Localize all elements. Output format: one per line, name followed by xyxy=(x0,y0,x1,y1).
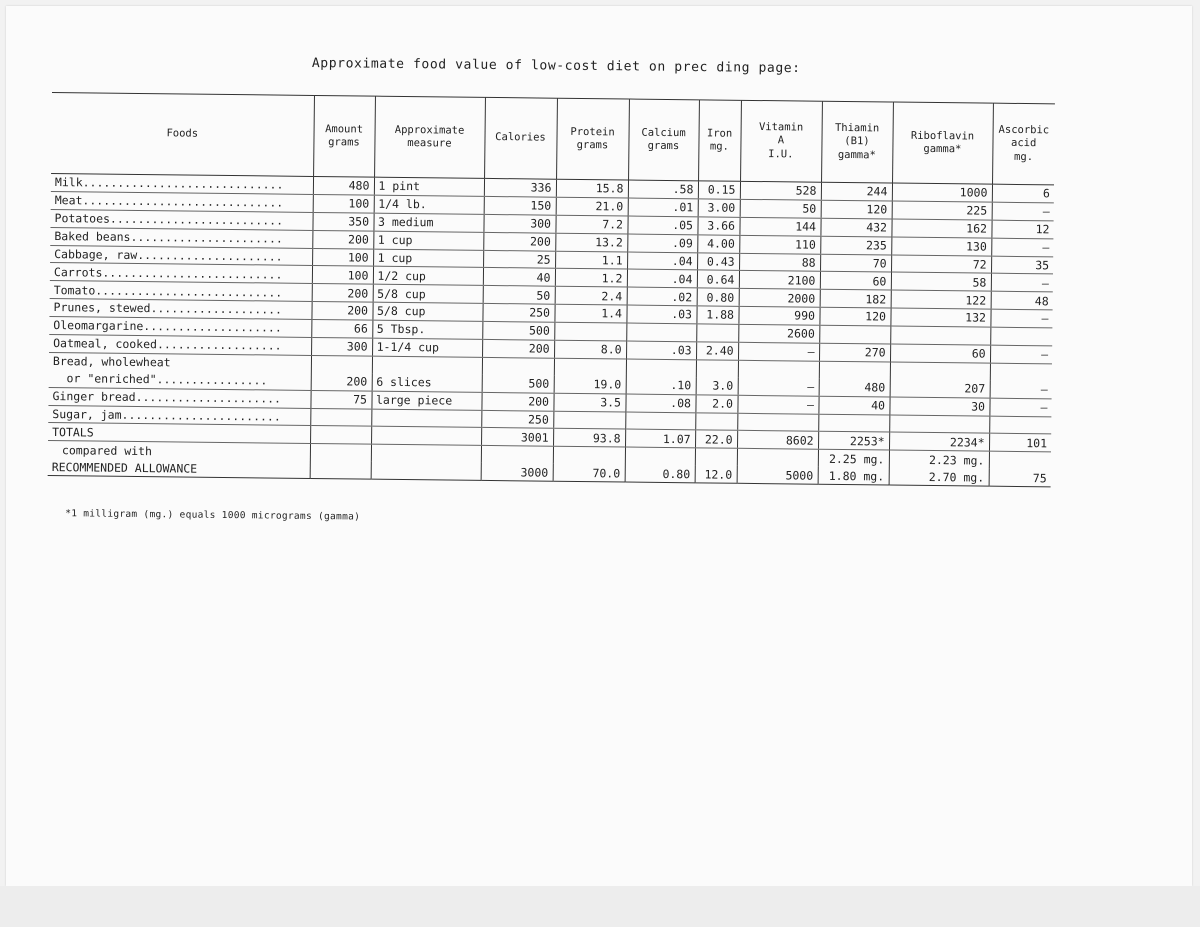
col-header-ascorbic: Ascorbic acid mg. xyxy=(992,103,1055,185)
table-header-row xyxy=(51,92,1055,184)
vitamin-a-cell: 990 xyxy=(738,307,819,326)
food-name: Baked beans...................... xyxy=(50,227,312,248)
empty-cell xyxy=(481,446,553,464)
totals-calcium: 1.07 xyxy=(625,429,695,448)
riboflavin-cell: 162 xyxy=(891,219,991,238)
calories-cell: 40 xyxy=(483,268,555,287)
amount-cell: 200 xyxy=(311,302,372,321)
thiamin-mg-equivalent: 2.25 mg. xyxy=(818,450,889,468)
protein-cell: 1.1 xyxy=(555,251,627,270)
empty-cell xyxy=(371,445,481,464)
food-name: Oatmeal, cooked.................. xyxy=(49,335,311,356)
ascorbic-cell xyxy=(989,416,1051,435)
iron-cell: 2.40 xyxy=(696,342,738,360)
thiamin-cell: 480 xyxy=(819,379,890,397)
food-name: Tomato........................... xyxy=(50,281,312,302)
riboflavin-cell: 132 xyxy=(890,308,990,327)
amount-cell: 75 xyxy=(310,390,371,409)
protein-cell: 13.2 xyxy=(555,233,627,252)
col-header-foods: Foods xyxy=(166,127,199,141)
measure-cell: 1-1/4 cup xyxy=(372,338,482,357)
col-header-calories: Calories xyxy=(484,97,557,179)
empty-cell xyxy=(695,448,737,466)
riboflavin-cell xyxy=(889,415,989,434)
thiamin-cell xyxy=(818,414,889,433)
thiamin-cell: 182 xyxy=(820,290,891,309)
food-name: Oleomargarine.................... xyxy=(49,317,311,338)
food-name: Sugar, jam....................... xyxy=(48,405,310,426)
food-name: Meat............................. xyxy=(51,191,313,212)
calcium-cell: .01 xyxy=(628,198,698,217)
protein-cell xyxy=(554,322,626,341)
calories-cell: 150 xyxy=(484,196,556,215)
totals-calories: 3001 xyxy=(481,428,553,447)
measure-cell xyxy=(372,356,482,375)
iron-cell: 3.0 xyxy=(696,377,738,395)
calories-cell: 336 xyxy=(484,178,556,197)
protein-cell: 7.2 xyxy=(555,215,627,234)
vitamin-a-cell: 50 xyxy=(740,199,821,218)
vitamin-a-cell: 528 xyxy=(740,181,821,200)
compared-label: compared with xyxy=(61,442,153,458)
totals-iron: 22.0 xyxy=(695,430,737,448)
allowance-protein: 70.0 xyxy=(553,464,625,482)
vitamin-a-cell: — xyxy=(738,342,819,361)
thiamin-cell: 244 xyxy=(821,182,892,201)
calcium-cell: .05 xyxy=(627,216,697,235)
amount-cell: 200 xyxy=(311,373,372,391)
amount-cell: 480 xyxy=(313,176,374,195)
calcium-cell xyxy=(626,359,696,377)
nutrition-table-container xyxy=(48,92,1055,523)
thiamin-cell: 235 xyxy=(820,236,891,255)
protein-cell: 21.0 xyxy=(556,197,628,216)
protein-cell: 1.2 xyxy=(555,269,627,288)
riboflavin-cell xyxy=(890,326,990,345)
iron-cell: 0.64 xyxy=(697,270,739,288)
amount-cell: 100 xyxy=(313,194,374,213)
food-name: Milk............................. xyxy=(51,173,313,194)
protein-cell: 3.5 xyxy=(553,393,625,412)
ascorbic-cell: 6 xyxy=(992,184,1054,203)
document-title: Approximate food value of low-cost diet on prec ding page: xyxy=(311,56,801,77)
empty-cell xyxy=(737,449,818,467)
measure-cell: 1 cup xyxy=(373,249,483,268)
vitamin-a-cell: — xyxy=(737,395,818,414)
measure-cell: 6 slices xyxy=(372,373,482,392)
allowance-calcium: 0.80 xyxy=(625,465,695,483)
measure-cell: 5/8 cup xyxy=(373,284,483,303)
nutrition-table xyxy=(48,92,1055,487)
allowance-calories: 3000 xyxy=(481,463,553,481)
thiamin-cell xyxy=(819,361,890,379)
amount-cell: 350 xyxy=(312,212,373,231)
protein-cell: 19.0 xyxy=(554,376,626,394)
food-name: Ginger bread..................... xyxy=(48,387,310,408)
iron-cell xyxy=(696,324,738,342)
riboflavin-cell: 60 xyxy=(890,344,990,363)
calcium-cell: .09 xyxy=(627,234,697,253)
food-name: or "enriched"................ xyxy=(49,370,311,390)
riboflavin-cell: 130 xyxy=(891,237,991,256)
food-name: Potatoes......................... xyxy=(50,209,312,230)
ascorbic-cell: — xyxy=(991,238,1053,257)
totals-riboflavin: 2234* xyxy=(889,432,989,451)
protein-cell: 2.4 xyxy=(555,287,627,306)
measure-cell: 1 cup xyxy=(373,231,483,250)
vitamin-a-cell: 144 xyxy=(739,217,820,236)
thiamin-cell: 70 xyxy=(820,254,891,273)
calories-cell: 200 xyxy=(482,339,554,358)
allowance-thiamin: 1.80 mg. xyxy=(818,467,889,485)
calcium-cell xyxy=(625,412,695,431)
riboflavin-cell: 122 xyxy=(891,290,991,309)
riboflavin-mg-equivalent: 2.23 mg. xyxy=(889,450,989,469)
col-header-iron: Iron mg. xyxy=(698,100,741,181)
allowance-riboflavin: 2.70 mg. xyxy=(889,468,989,487)
measure-cell xyxy=(371,409,481,428)
vitamin-a-cell: 2100 xyxy=(739,271,820,290)
thiamin-cell: 120 xyxy=(819,307,890,326)
col-header-calcium: Calcium grams xyxy=(628,99,699,181)
thiamin-cell xyxy=(819,325,890,344)
totals-ascorbic: 101 xyxy=(989,434,1051,453)
calcium-cell: .58 xyxy=(628,180,698,199)
protein-cell xyxy=(554,358,626,376)
empty-cell xyxy=(310,426,371,445)
riboflavin-cell: 30 xyxy=(889,397,989,416)
calories-cell: 300 xyxy=(483,214,555,233)
measure-cell: 1 pint xyxy=(374,177,484,196)
food-name: Carrots.......................... xyxy=(50,263,312,284)
calories-cell: 25 xyxy=(483,250,555,269)
iron-cell: 0.80 xyxy=(697,288,739,306)
amount-cell xyxy=(310,408,371,427)
iron-cell: 2.0 xyxy=(695,395,737,413)
thiamin-cell: 270 xyxy=(819,343,890,362)
calories-cell xyxy=(482,357,554,375)
empty-cell xyxy=(371,462,481,481)
calories-cell: 200 xyxy=(483,232,555,251)
vitamin-a-cell: — xyxy=(738,378,819,396)
ascorbic-cell: — xyxy=(992,202,1054,221)
scan-background xyxy=(0,886,1200,927)
allowance-label: RECOMMENDED ALLOWANCE xyxy=(48,458,310,478)
riboflavin-cell: 207 xyxy=(890,379,990,398)
col-header-vitamin-a: Vitamin A I.U. xyxy=(740,100,822,182)
protein-cell: 8.0 xyxy=(554,340,626,359)
ascorbic-cell: 48 xyxy=(991,292,1053,311)
vitamin-a-cell: 88 xyxy=(739,253,820,272)
col-header-amount: Amount grams xyxy=(313,95,375,177)
iron-cell: 4.00 xyxy=(697,235,739,253)
calories-cell: 500 xyxy=(482,375,554,393)
totals-thiamin: 2253* xyxy=(818,432,889,451)
food-name: Cabbage, raw..................... xyxy=(50,245,312,266)
totals-label: TOTALS xyxy=(48,423,310,444)
measure-cell: 1/2 cup xyxy=(373,267,483,286)
food-name: Bread, wholewheat xyxy=(52,354,171,370)
allowance-ascorbic: 75 xyxy=(989,469,1051,487)
measure-cell: 5/8 cup xyxy=(372,302,482,321)
calcium-cell: .10 xyxy=(626,376,696,394)
riboflavin-cell: 58 xyxy=(891,272,991,291)
ascorbic-cell xyxy=(990,327,1052,346)
calcium-cell: .03 xyxy=(626,305,696,324)
vitamin-a-cell xyxy=(737,413,818,432)
measure-cell: 3 medium xyxy=(373,213,483,232)
thiamin-cell: 432 xyxy=(820,218,891,237)
empty-cell xyxy=(553,447,625,465)
amount-cell: 100 xyxy=(312,266,373,285)
protein-cell: 15.8 xyxy=(556,179,628,198)
amount-cell xyxy=(311,355,372,373)
amount-cell: 200 xyxy=(312,284,373,303)
ascorbic-cell: — xyxy=(990,380,1052,398)
measure-cell: large piece xyxy=(371,391,481,410)
riboflavin-cell: 225 xyxy=(892,201,992,220)
col-header-protein: Protein grams xyxy=(556,98,629,180)
amount-cell: 200 xyxy=(312,230,373,249)
calories-cell: 200 xyxy=(481,392,553,411)
empty-cell xyxy=(371,427,481,446)
ascorbic-cell: — xyxy=(990,345,1052,364)
footnote: *1 milligram (mg.) equals 1000 micrograms (gamma) xyxy=(65,508,361,523)
iron-cell: 1.88 xyxy=(696,306,738,324)
calcium-cell xyxy=(626,323,696,342)
ascorbic-cell: 12 xyxy=(991,220,1053,239)
ascorbic-cell: — xyxy=(989,398,1051,417)
vitamin-a-cell: 2000 xyxy=(739,289,820,308)
iron-cell xyxy=(695,412,737,430)
vitamin-a-cell xyxy=(738,360,819,378)
amount-cell: 300 xyxy=(311,337,372,356)
thiamin-cell: 120 xyxy=(821,200,892,219)
calories-cell: 500 xyxy=(482,322,554,341)
amount-cell: 66 xyxy=(311,320,372,339)
iron-cell: 0.43 xyxy=(697,252,739,270)
col-header-thiamin: Thiamin (B1) gamma* xyxy=(821,101,893,183)
calories-cell: 250 xyxy=(482,304,554,323)
allowance-vitamin-a: 5000 xyxy=(737,466,818,484)
col-header-riboflavin: Riboflavin gamma* xyxy=(892,102,993,184)
iron-cell xyxy=(696,360,738,378)
riboflavin-cell xyxy=(890,362,990,381)
totals-protein: 93.8 xyxy=(553,429,625,448)
empty-cell xyxy=(310,444,371,462)
ascorbic-cell: — xyxy=(991,274,1053,293)
empty-cell xyxy=(989,452,1051,470)
calories-cell: 50 xyxy=(483,286,555,305)
calcium-cell: .04 xyxy=(627,269,697,288)
ascorbic-cell: 35 xyxy=(991,256,1053,275)
ascorbic-cell: — xyxy=(990,309,1052,328)
iron-cell: 0.15 xyxy=(698,181,740,199)
calcium-cell: .04 xyxy=(627,252,697,271)
riboflavin-cell: 1000 xyxy=(892,183,992,202)
measure-cell: 5 Tbsp. xyxy=(372,320,482,339)
totals-vitamin-a: 8602 xyxy=(737,431,818,450)
empty-cell xyxy=(625,447,695,465)
empty-cell xyxy=(310,461,371,479)
protein-cell xyxy=(553,411,625,430)
col-header-measure: Approximate measure xyxy=(374,96,485,178)
measure-cell: 1/4 lb. xyxy=(374,195,484,214)
thiamin-cell: 60 xyxy=(820,272,891,291)
vitamin-a-cell: 110 xyxy=(739,235,820,254)
riboflavin-cell: 72 xyxy=(891,255,991,274)
allowance-iron: 12.0 xyxy=(695,466,737,484)
thiamin-cell: 40 xyxy=(818,396,889,415)
protein-cell: 1.4 xyxy=(554,304,626,323)
food-name: Prunes, stewed................... xyxy=(49,299,311,320)
calcium-cell: .03 xyxy=(626,341,696,360)
iron-cell: 3.66 xyxy=(697,217,739,235)
calories-cell: 250 xyxy=(481,410,553,429)
vitamin-a-cell: 2600 xyxy=(738,324,819,343)
calcium-cell: .02 xyxy=(627,287,697,306)
ascorbic-cell xyxy=(990,363,1052,381)
amount-cell: 100 xyxy=(312,248,373,267)
iron-cell: 3.00 xyxy=(698,199,740,217)
calcium-cell: .08 xyxy=(625,394,695,413)
